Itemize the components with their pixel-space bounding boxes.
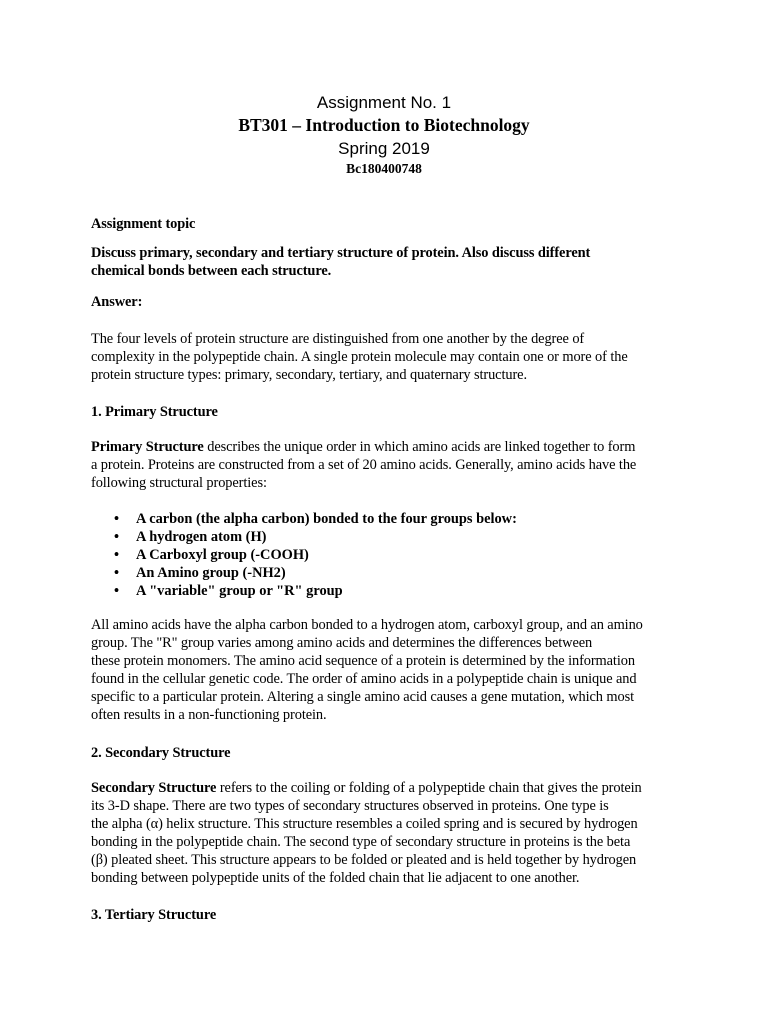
amino-acid-properties-list <box>114 510 674 600</box>
paragraph-line: following structural properties: <box>91 475 267 492</box>
assignment-number: Assignment No. 1 <box>316 93 452 112</box>
paragraph-line: found in the cellular genetic code. The order of amino acids in a polypeptide chain is unique and <box>91 671 637 688</box>
secondary-heading-block <box>91 744 691 762</box>
list-item-text: A Carboxyl group (-COOH) <box>136 547 309 564</box>
paragraph-line: bonding in the polypeptide chain. The second type of secondary structure in proteins is the beta <box>91 834 631 851</box>
bullet-icon: • <box>114 547 120 564</box>
primary-heading-block <box>91 403 691 421</box>
intro-paragraph <box>91 330 691 384</box>
bullet-icon: • <box>114 511 120 527</box>
paragraph-line: (β) pleated sheet. This structure appears to be folded or pleated and is held together by hydrogen <box>91 852 637 869</box>
question-line: chemical bonds between each structure. <box>91 263 332 280</box>
answer-label-block <box>91 293 691 311</box>
question-line: Discuss primary, secondary and tertiary structure of protein. Also discuss different <box>91 245 591 261</box>
student-id: Bc180400748 <box>346 161 422 176</box>
list-item-text: A carbon (the alpha carbon) bonded to the four groups below: <box>136 511 517 527</box>
paragraph-line: the alpha (α) helix structure. This structure resembles a coiled spring and is secured by hydrogen <box>91 816 638 833</box>
primary-paragraph-2 <box>91 616 691 725</box>
list-item <box>114 510 674 528</box>
paragraph-line: often results in a non-functioning protein. <box>91 707 327 724</box>
paragraph-line: bonding between polypeptide units of the folded chain that lie adjacent to one another. <box>91 870 580 887</box>
section-heading: 1. Primary Structure <box>91 404 218 420</box>
paragraph-line <box>91 779 691 797</box>
document-header <box>0 92 768 178</box>
section-heading: 2. Secondary Structure <box>91 745 231 761</box>
topic-heading: Assignment topic <box>91 216 196 232</box>
paragraph-line: protein structure types: primary, secondary, tertiary, and quaternary structure. <box>91 367 527 384</box>
secondary-paragraph <box>91 779 691 888</box>
list-item <box>114 564 674 582</box>
course-title: BT301 – Introduction to Biotechnology <box>238 115 530 135</box>
bullet-icon: • <box>114 565 120 582</box>
paragraph-line: a protein. Proteins are constructed from a set of 20 amino acids. Generally, amino acids have the <box>91 457 637 474</box>
paragraph-line: complexity in the polypeptide chain. A single protein molecule may contain one or more of the <box>91 349 628 366</box>
paragraph-line: specific to a particular protein. Altering a single amino acid causes a gene mutation, which most <box>91 689 634 706</box>
section-heading: 3. Tertiary Structure <box>91 907 217 923</box>
topic-heading-block <box>91 215 691 233</box>
list-item-text: A hydrogen atom (H) <box>136 529 267 546</box>
paragraph-line <box>91 438 691 456</box>
paragraph-line: group. The "R" group varies among amino acids and determines the differences between <box>91 635 593 652</box>
list-item <box>114 528 674 546</box>
lead-text: refers to the coiling or folding of a polypeptide chain that gives the protein <box>216 780 642 796</box>
topic-question <box>91 244 691 280</box>
tertiary-heading-block <box>91 906 691 924</box>
list-item-text: An Amino group (-NH2) <box>136 565 286 582</box>
semester: Spring 2019 <box>338 139 430 158</box>
list-item-text: A "variable" group or "R" group <box>136 583 343 600</box>
term-bold: Secondary Structure <box>91 780 217 796</box>
bullet-icon: • <box>114 529 120 546</box>
list-item <box>114 546 674 564</box>
list-item <box>114 582 674 600</box>
paragraph-line: its 3-D shape. There are two types of secondary structures observed in proteins. One type is <box>91 798 609 815</box>
term-bold: Primary Structure <box>91 439 204 455</box>
answer-label: Answer: <box>91 294 143 310</box>
lead-text: describes the unique order in which amino acids are linked together to form <box>203 439 636 455</box>
bullet-icon: • <box>114 583 120 600</box>
primary-paragraph <box>91 438 691 492</box>
paragraph-line: these protein monomers. The amino acid sequence of a protein is determined by the information <box>91 653 635 670</box>
paragraph-line: The four levels of protein structure are distinguished from one another by the degree of <box>91 331 585 347</box>
paragraph-line: All amino acids have the alpha carbon bonded to a hydrogen atom, carboxyl group, and an amino <box>91 617 643 633</box>
